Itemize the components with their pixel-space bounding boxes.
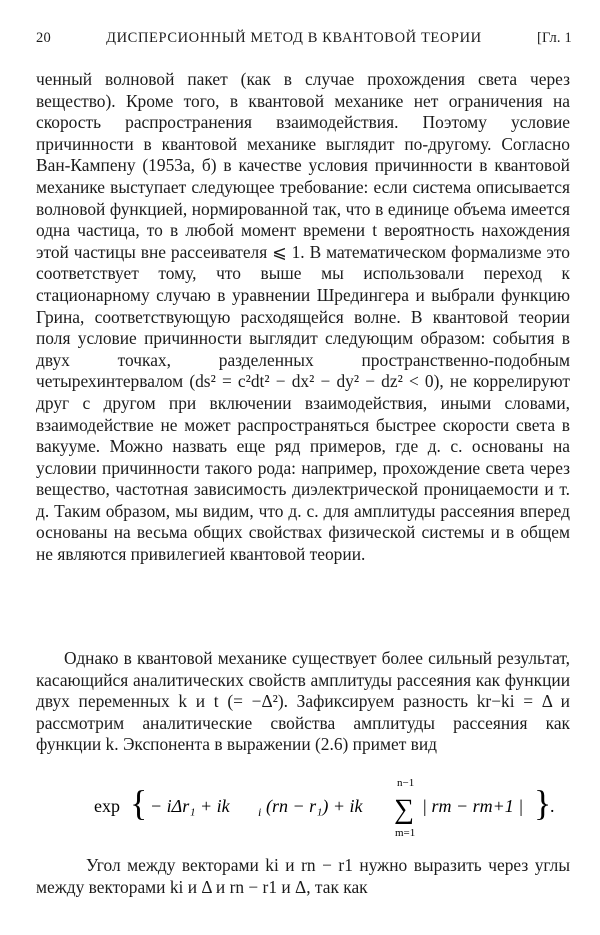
paragraph-angle	[36, 855, 570, 898]
formula-exp: exp	[94, 796, 120, 816]
paragraph-analytic-properties	[36, 648, 570, 756]
paragraph-continued-text: ченный волновой пакет (как в случае прохождения света через вещество). Кроме того, в квантовой механике нет ограничения на скорость распространения взаимодействия. Поэтому условие причинности в квантовой механике выглядит по-другому. Согласно Ван-Кампену (1953а, б) в качестве условия причинности в квантовой механике выступает следующее требование: если система описывается волновой функцией, нормированной так, что в единице объема имеется одна частица, то в любой момент времени t вероятность нахождения этой частицы вне рассеивателя ⩽ 1. В математическом формализме это соответствует тому, что выше мы использовали переход к стационарному случаю в уравнении Шредингера и выбрали функцию Грина, соответствующую расходящейся волне. В квантовой теории поля условие причинности выглядит следующим образом: события в двух точках, разделенных пространственно-подобным четырехинтервалом (ds² = c²dt² − dx² − dy² − dz² < 0), не коррелируют друг с другом при включении взаимодействия, иными словами, взаимодействие не может распространяться быстрее скорости света в вакууме. Можно назвать еще ряд примеров, где д. с. основаны на условии причинности такого рода: например, прохождение света через вещество, частотная зависимость диэлектрической проницаемости и т. д. Таким образом, мы видим, что д. с. для амплитуды рассеяния вперед основаны на весьма общих свойствах физической системы и в общем не являются привилегией квантовой теории.	[36, 69, 570, 565]
formula-term2: (rn − r₁) + ik	[266, 796, 363, 816]
running-header	[36, 30, 572, 47]
formula-right-brace: }	[534, 783, 552, 823]
paragraph-angle-text: Угол между векторами ki и rn − r1 нужно выразить через углы между векторами ki и Δ и rn − r1 и Δ, так как	[36, 855, 570, 897]
running-title: ДИСПЕРСИОННЫЙ МЕТОД В КВАНТОВОЙ ТЕОРИИ	[106, 30, 482, 46]
formula-left-brace: {	[130, 783, 148, 823]
page-number: 20	[36, 30, 51, 46]
paragraph-analytic-properties-text: Однако в квантовой механике существует более сильный результат, касающийся аналитических свойств амплитуды рассеяния как функции двух переменных k и t (= −Δ²). Зафиксируем разность kr−ki = Δ и рассмотрим аналитические свойства амплитуды рассеяния как функции k. Экспонента в выражении (2.6) примет вид	[36, 648, 570, 755]
exponent-formula	[94, 774, 564, 840]
formula-sum-upper: n−1	[397, 777, 415, 789]
formula-sum-lower: m=1	[395, 827, 416, 839]
formula-summand: | rm − rm+1 |	[422, 796, 524, 816]
paragraph-continued	[36, 69, 570, 566]
formula-term1: − iΔr₁ + ik	[150, 796, 230, 816]
chapter-label: [Гл. 1	[536, 30, 572, 46]
formula-period: .	[550, 796, 555, 816]
formula-subscript-i: i	[258, 805, 262, 819]
formula-sum-symbol: ∑	[394, 794, 414, 825]
